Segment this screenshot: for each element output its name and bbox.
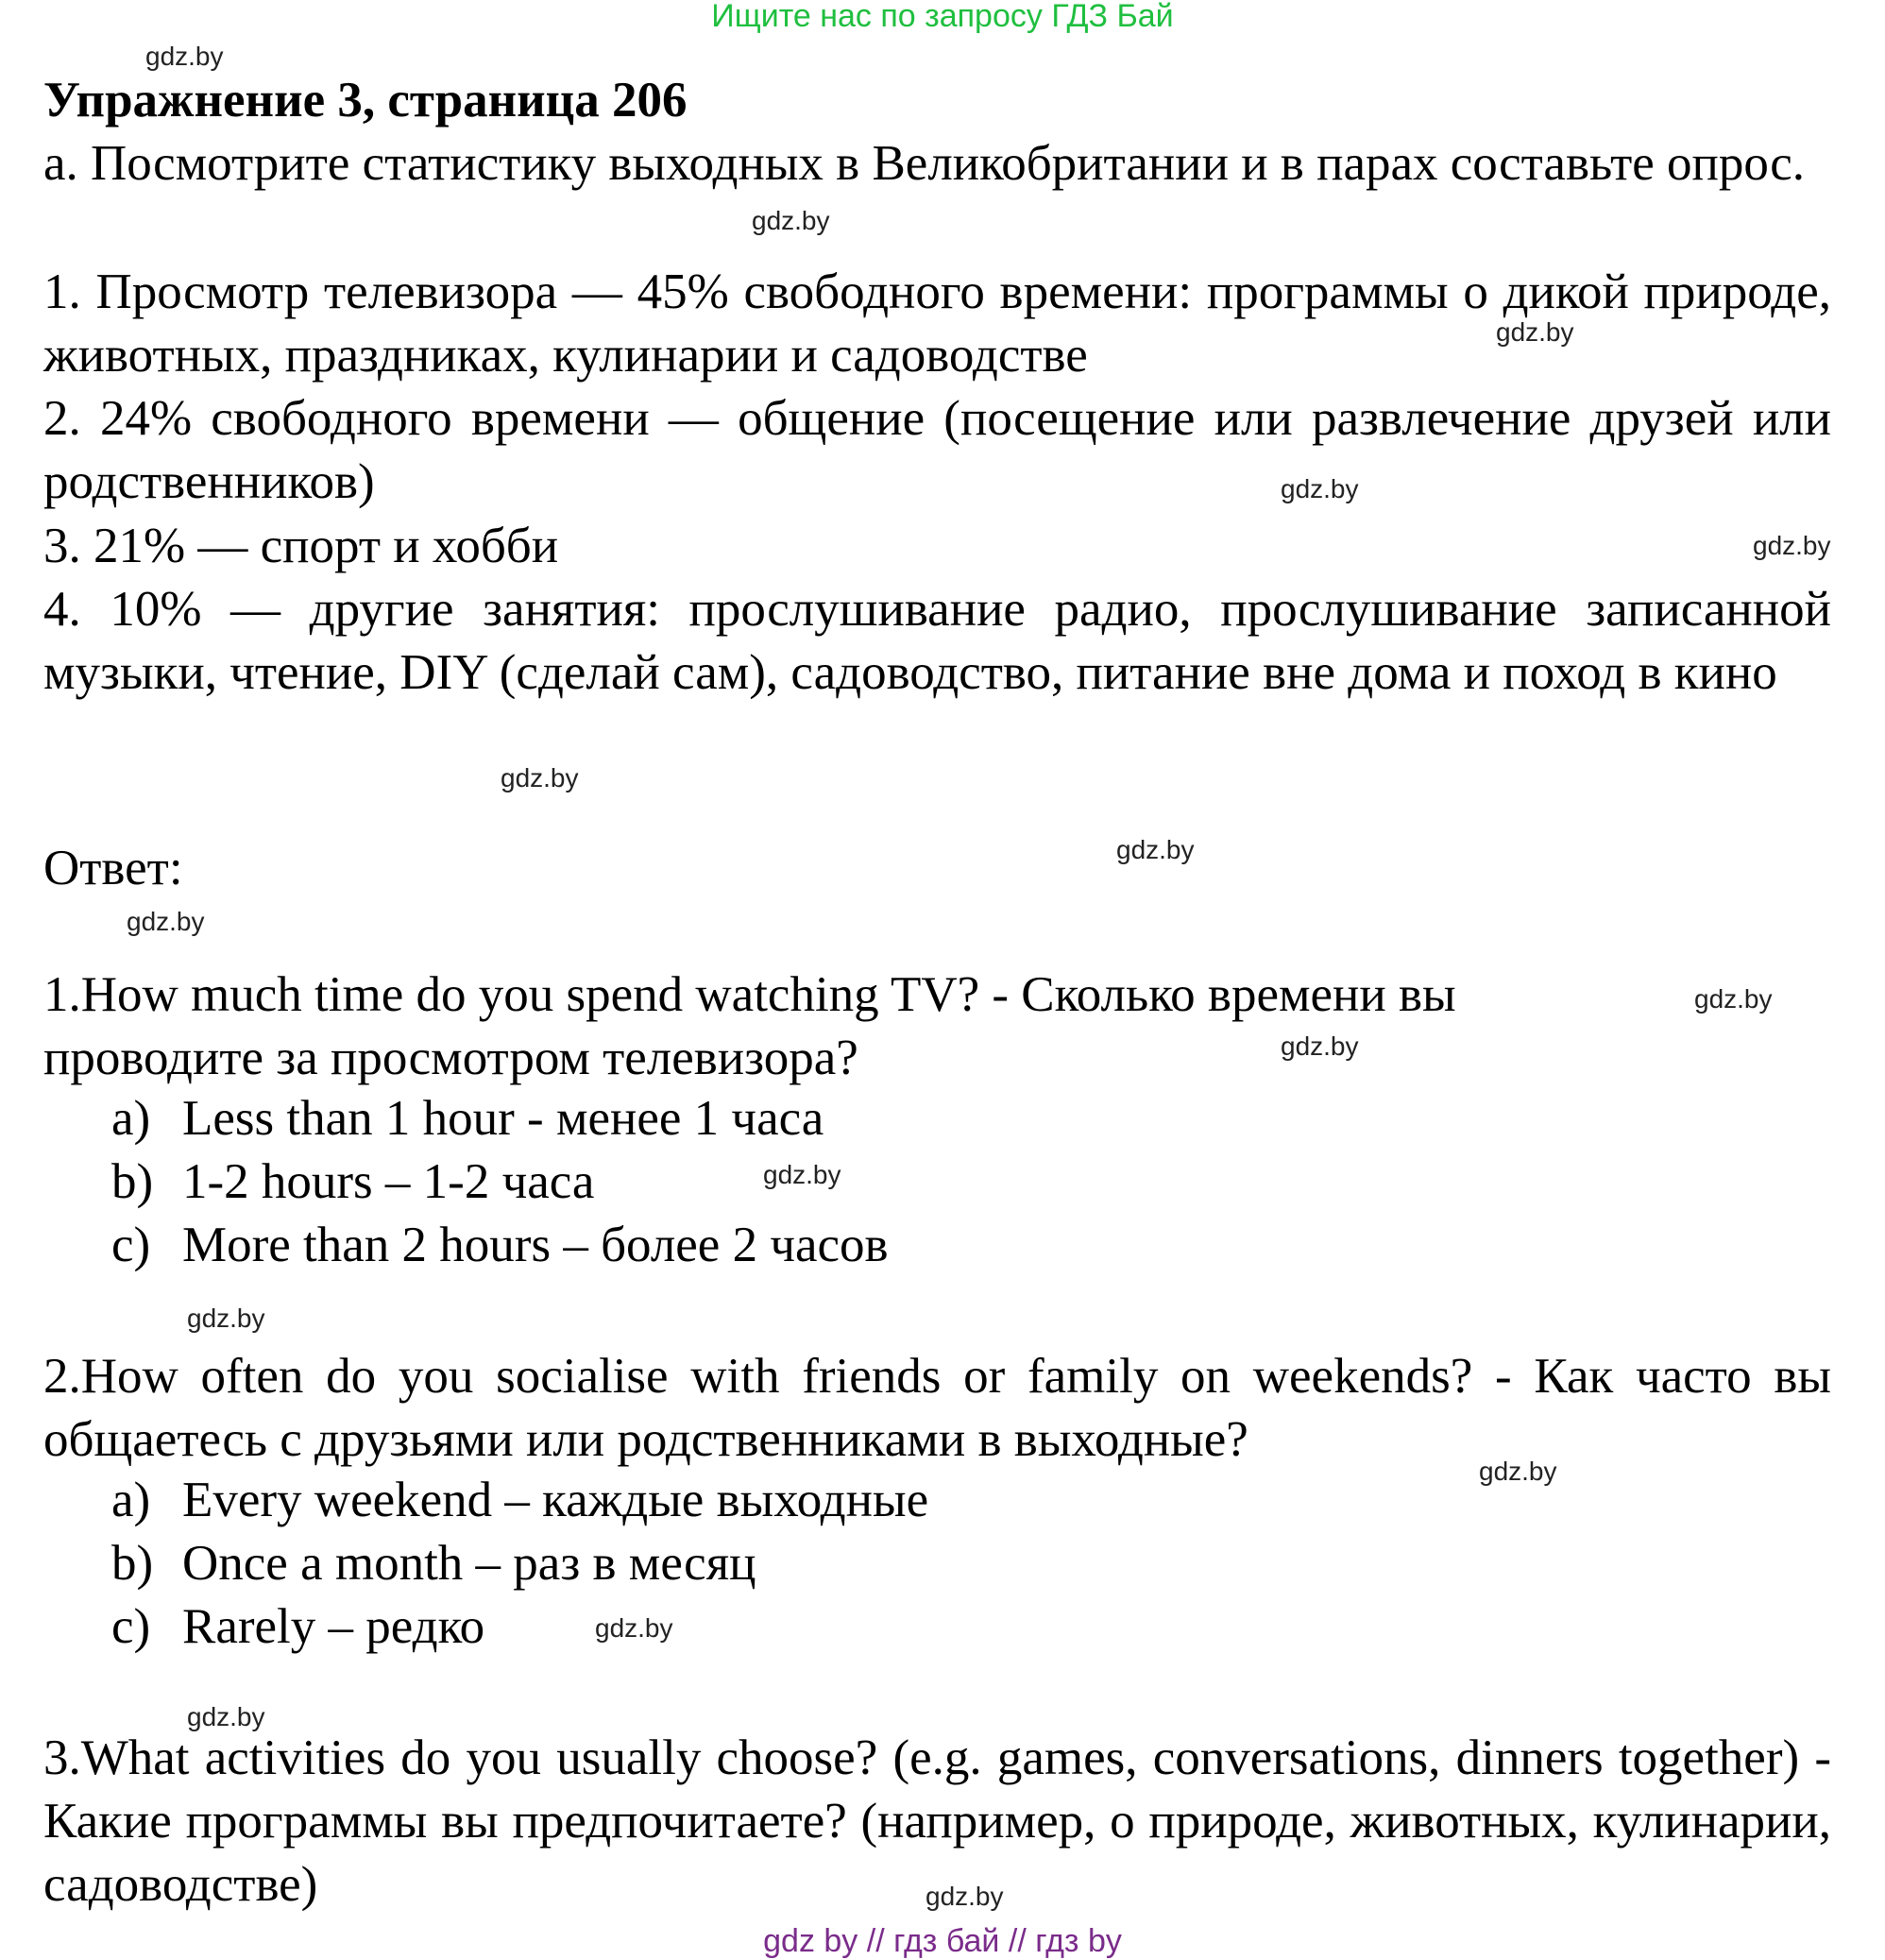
option-marker: b) [111, 1536, 154, 1591]
option-text: Rarely – редко [182, 1599, 485, 1654]
task-item-4: 4. 10% — другие занятия: прослушивание радио, прослушивание записанной музыки, чтение, DIY (сделай сам), садоводство, питание вне дома и поход в кино [43, 582, 1831, 700]
option-marker: a) [111, 1091, 151, 1146]
watermark: gdz.by [127, 907, 205, 936]
answer-label: Ответ: [43, 841, 183, 895]
q1-option-c [111, 1217, 889, 1273]
watermark: gdz.by [145, 42, 224, 71]
task-intro: a. Посмотрите статистику выходных в Великобритании и в парах составьте опрос. [43, 136, 1806, 191]
option-marker: c) [111, 1599, 151, 1654]
question-2: 2.How often do you socialise with friends or family on weekends? - Как часто вы общаетесь с друзьями или родственниками в выходные? [43, 1349, 1831, 1467]
watermark: gdz.by [1753, 531, 1831, 560]
watermark: gdz.by [1281, 474, 1359, 503]
task-item-1: 1. Просмотр телевизора — 45% свободного времени: программы о дикой природе, животных, праздниках, кулинарии и садоводстве [43, 264, 1831, 383]
task-item-2: 2. 24% свободного времени — общение (посещение или развлечение друзей или родственников) [43, 391, 1831, 509]
q2-option-c [111, 1598, 484, 1655]
option-marker: b) [111, 1154, 154, 1209]
footer-links: gdz by // гдз бай // гдз by [763, 1923, 1122, 1959]
option-text: Less than 1 hour - менее 1 часа [182, 1091, 824, 1146]
option-text: 1-2 hours – 1-2 часа [182, 1154, 595, 1209]
option-text: Every weekend – каждые выходные [182, 1473, 929, 1527]
watermark: gdz.by [752, 206, 830, 235]
watermark: gdz.by [926, 1882, 1004, 1911]
watermark: gdz.by [1694, 984, 1773, 1014]
watermark: gdz.by [1479, 1457, 1557, 1486]
q2-option-b [111, 1535, 756, 1592]
exercise-title: Упражнение 3, страница 206 [43, 73, 688, 128]
watermark: gdz.by [1116, 835, 1195, 864]
option-marker: a) [111, 1473, 151, 1527]
watermark: gdz.by [501, 763, 579, 793]
option-marker: c) [111, 1218, 151, 1272]
watermark: gdz.by [187, 1304, 265, 1333]
watermark: gdz.by [763, 1160, 841, 1189]
q2-option-a [111, 1472, 928, 1528]
q1-option-a [111, 1090, 824, 1147]
option-text: More than 2 hours – более 2 часов [182, 1218, 889, 1272]
question-3: 3.What activities do you usually choose? (e.g. games, conversations, dinners together) - Какие программы вы предпочитаете? (например, о природе, животных, кулинарии, садоводстве) [43, 1730, 1831, 1912]
watermark: gdz.by [1281, 1031, 1359, 1061]
watermark: gdz.by [595, 1613, 673, 1643]
top-banner: Ищите нас по запросу ГДЗ Бай [711, 0, 1174, 34]
task-item-3: 3. 21% — спорт и хобби [43, 519, 559, 573]
question-1: 1.How much time do you spend watching TV? - Сколько времени вы проводите за просмотром телевизора? [43, 967, 1456, 1085]
option-text: Once a month – раз в месяц [182, 1536, 756, 1591]
watermark: gdz.by [1496, 317, 1574, 347]
q1-option-b [111, 1153, 594, 1210]
watermark: gdz.by [187, 1702, 265, 1731]
